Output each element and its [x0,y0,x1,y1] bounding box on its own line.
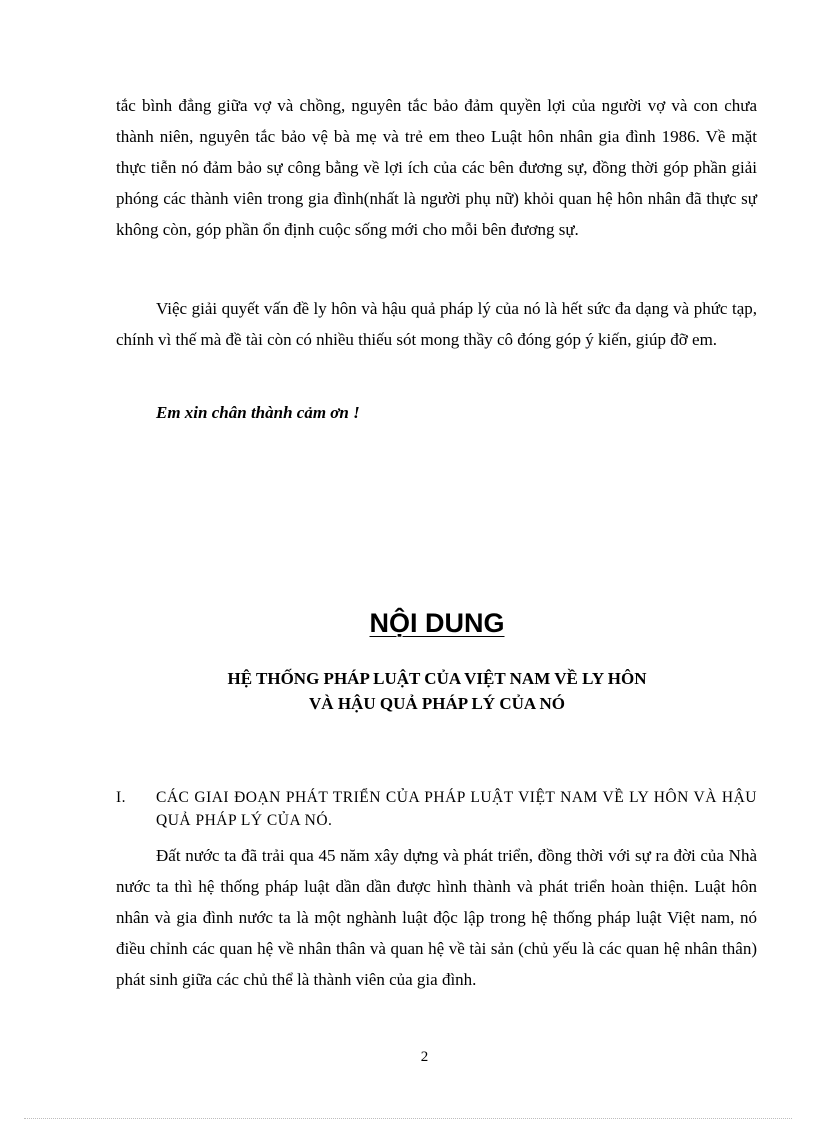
paragraph-history: Đất nước ta đã trải qua 45 năm xây dựng và phát triển, đồng thời với sự ra đời của Nhà nước ta thì hệ thống pháp luật dần dần được hình thành và phát triển hoàn thiện. Luật hôn nhân và gia đình nước ta là một nghành luật độc lập trong hệ thống pháp luật Việt nam, nó điều chỉnh các quan hệ về nhân thân và quan hệ về tài sản (chủ yếu là các quan hệ nhân thân) phát sinh giữa các chủ thể là thành viên của gia đình. [116,846,757,989]
section-title: CÁC GIAI ĐOẠN PHÁT TRIỂN CỦA PHÁP LUẬT VIỆT NAM VỀ LY HÔN VÀ HẬU QUẢ PHÁP LÝ CỦA NÓ. [156,789,757,829]
heading-sub-line2: VÀ HẬU QUẢ PHÁP LÝ CỦA NÓ [309,694,565,713]
page-number: 2 [420,1049,429,1065]
paragraph-thanks: Em xin chân thành cảm ơn ! [156,403,360,422]
paragraph-intro-continuation: tắc bình đẳng giữa vợ và chồng, nguyên tắc bảo đảm quyền lợi của người vợ và con chưa thành niên, nguyên tắc bảo vệ bà mẹ và trẻ em theo Luật hôn nhân gia đình 1986. Về mặt thực tiễn nó đảm bảo sự công bằng về lợi ích của các bên đương sự, đồng thời góp phần giải phóng các thành viên trong gia đình(nhất là người phụ nữ) khỏi quan hệ hôn nhân đã thực sự không còn, góp phần ổn định cuộc sống mới cho mỗi bên đương sự. [116,96,757,239]
paragraph-complexity: Việc giải quyết vấn đề ly hôn và hậu quả pháp lý của nó là hết sức đa dạng và phức tạp, chính vì thế mà đề tài còn có nhiều thiếu sót mong thầy cô đóng góp ý kiến, giúp đỡ em. [116,299,757,349]
section-heading-main: NỘI DUNG [369,608,505,638]
heading-sub-line1: HỆ THỐNG PHÁP LUẬT CỦA VIỆT NAM VỀ LY HÔN [227,669,647,688]
page-bottom-divider [24,1118,792,1119]
section-one-header [116,786,757,832]
section-heading-sub [0,666,816,716]
section-number: I. [116,789,127,806]
